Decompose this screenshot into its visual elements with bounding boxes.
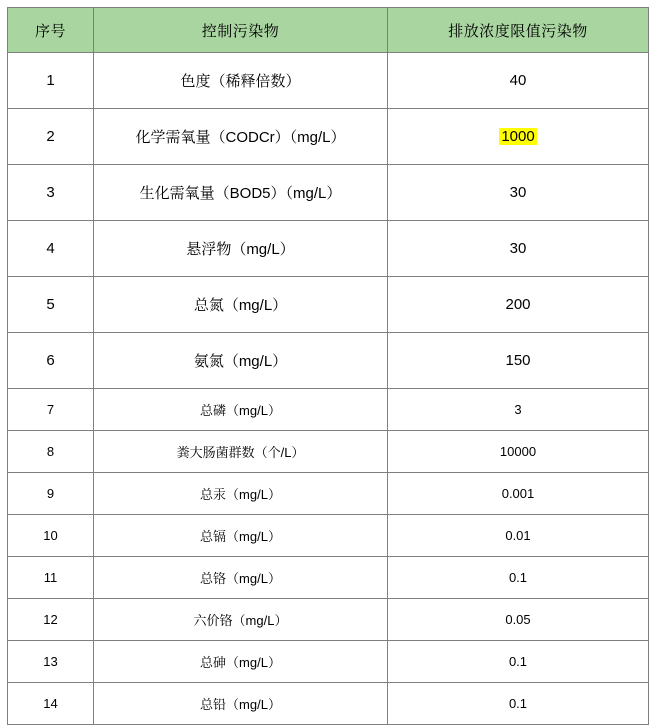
pollutant-name-cell: 色度（稀释倍数） (94, 53, 388, 109)
pollutant-name-cell: 总砷（mg/L） (94, 641, 388, 683)
pollutant-name-cell: 总铬（mg/L） (94, 557, 388, 599)
table-row (8, 557, 649, 599)
limit-value-cell: 30 (388, 221, 649, 277)
pollutant-name-cell: 总磷（mg/L） (94, 389, 388, 431)
pollutant-name-cell: 总镉（mg/L） (94, 515, 388, 557)
limit-value-cell: 0.01 (388, 515, 649, 557)
limit-value-cell (388, 109, 649, 165)
row-index-cell: 7 (8, 389, 94, 431)
table-row (8, 683, 649, 725)
table-header (8, 8, 649, 53)
limit-value-cell: 3 (388, 389, 649, 431)
row-index-cell: 3 (8, 165, 94, 221)
pollutant-name-cell: 氨氮（mg/L） (94, 333, 388, 389)
pollutant-name-cell: 总汞（mg/L） (94, 473, 388, 515)
table-row (8, 109, 649, 165)
row-index-cell: 11 (8, 557, 94, 599)
limit-value-cell: 0.1 (388, 641, 649, 683)
table-row (8, 641, 649, 683)
pollutant-name-cell: 粪大肠菌群数（个/L） (94, 431, 388, 473)
pollutant-limits-table-container (7, 7, 648, 725)
limit-value-cell: 30 (388, 165, 649, 221)
row-index-cell: 5 (8, 277, 94, 333)
limit-value-cell: 200 (388, 277, 649, 333)
row-index-cell: 9 (8, 473, 94, 515)
table-row (8, 599, 649, 641)
table-row (8, 431, 649, 473)
highlighted-limit-value: 1000 (501, 128, 535, 145)
column-header-pollutant: 控制污染物 (94, 8, 388, 53)
row-index-cell: 10 (8, 515, 94, 557)
pollutant-name-cell: 化学需氧量（CODCr）（mg/L） (94, 109, 388, 165)
row-index-cell: 12 (8, 599, 94, 641)
pollutant-name-cell: 悬浮物（mg/L） (94, 221, 388, 277)
limit-value-cell: 0.001 (388, 473, 649, 515)
table-row (8, 389, 649, 431)
row-index-cell: 6 (8, 333, 94, 389)
table-row (8, 515, 649, 557)
limit-value-cell: 40 (388, 53, 649, 109)
limit-value-cell: 150 (388, 333, 649, 389)
pollutant-name-cell: 总铅（mg/L） (94, 683, 388, 725)
table-row (8, 333, 649, 389)
limit-value-cell: 0.1 (388, 683, 649, 725)
table-header-row (8, 8, 649, 53)
table-row (8, 165, 649, 221)
table-row (8, 277, 649, 333)
row-index-cell: 13 (8, 641, 94, 683)
column-header-index: 序号 (8, 8, 94, 53)
row-index-cell: 4 (8, 221, 94, 277)
limit-value-cell: 0.05 (388, 599, 649, 641)
limit-value-cell: 10000 (388, 431, 649, 473)
row-index-cell: 14 (8, 683, 94, 725)
column-header-limit: 排放浓度限值污染物 (388, 8, 649, 53)
pollutant-limits-table (7, 7, 649, 725)
pollutant-name-cell: 生化需氧量（BOD5）（mg/L） (94, 165, 388, 221)
table-row (8, 53, 649, 109)
row-index-cell: 8 (8, 431, 94, 473)
row-index-cell: 1 (8, 53, 94, 109)
table-body (8, 53, 649, 725)
limit-value-cell: 0.1 (388, 557, 649, 599)
table-row (8, 221, 649, 277)
table-row (8, 473, 649, 515)
pollutant-name-cell: 总氮（mg/L） (94, 277, 388, 333)
row-index-cell: 2 (8, 109, 94, 165)
pollutant-name-cell: 六价铬（mg/L） (94, 599, 388, 641)
